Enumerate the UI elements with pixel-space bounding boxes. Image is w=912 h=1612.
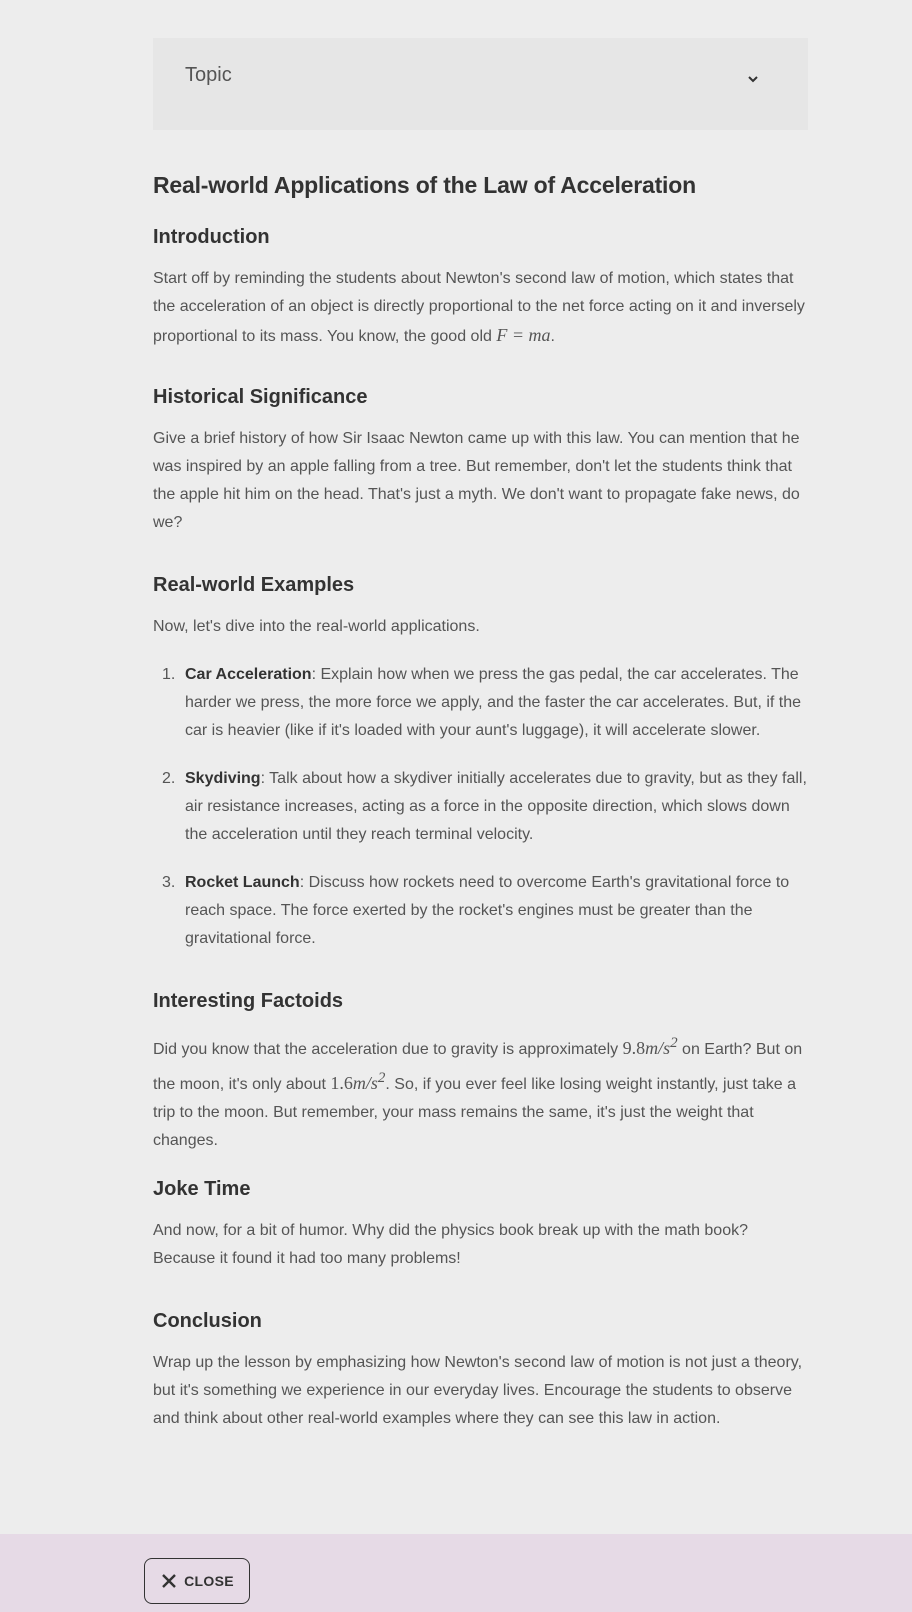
topic-dropdown[interactable] — [153, 38, 808, 130]
list-item: 1. Car Acceleration: Explain how when we press the gas pedal, the car accelerates. The harder we press, the more force we apply, and the faster the car accelerates. But, if the car is heavier (like if it's loaded with your aunt's luggage), it will accelerate slower. — [162, 666, 802, 739]
topic-label: Topic — [185, 64, 232, 86]
close-button[interactable] — [144, 1558, 250, 1604]
section-heading: Historical Significance — [153, 386, 368, 408]
section-heading: Interesting Factoids — [153, 990, 344, 1012]
section-intro-text: Now, let's dive into the real-world applications. — [153, 618, 480, 635]
section-text: Start off by reminding the students about Newton's second law of motion, which states that the acceleration of an object is directly proportional to the net force acting on it and inversely proportional to its mass. You know, the good old F = ma. — [153, 270, 805, 345]
section-interesting-factoids — [153, 990, 808, 1155]
section-text: Did you know that the acceleration due to gravity is approximately $9.8m/s^2$ on Earth? But on the moon, it's only about $1.6m/s^2$. So, if you ever feel like losing weight instantly, just take a trip to the moon. But remember, your mass remains the same, it's just the weight that changes. — [153, 1035, 803, 1149]
close-label: CLOSE — [184, 1573, 234, 1589]
section-heading: Introduction — [153, 226, 270, 248]
close-icon — [160, 1572, 178, 1590]
section-introduction — [153, 226, 808, 351]
section-real-world-examples — [153, 574, 808, 973]
section-heading: Real-world Examples — [153, 574, 355, 596]
section-joke-time — [153, 1178, 808, 1273]
section-heading: Joke Time — [153, 1178, 251, 1200]
list-item: 3. Rocket Launch: Discuss how rockets need to overcome Earth's gravitational force to reach space. The force exerted by the rocket's engines must be greater than the gravitational force. — [162, 874, 790, 947]
formula: $1.6m/s^2$ — [330, 1070, 386, 1093]
footer-bar — [0, 1534, 912, 1612]
section-text: Wrap up the lesson by emphasizing how Newton's second law of motion is not just a theory, but it's something we experience in our everyday lives. Encourage the students to observe and think about other real-world examples where they can see this law in action. — [153, 1354, 803, 1427]
examples-list — [153, 661, 808, 953]
list-item: 2. Skydiving: Talk about how a skydiver initially accelerates due to gravity, but as they fall, air resistance increases, acting as a force in the opposite direction, which slows down the acceleration until they reach terminal velocity. — [162, 770, 807, 843]
formula: $9.8m/s^2$ — [622, 1035, 678, 1058]
formula: F = ma — [496, 325, 551, 345]
section-text: And now, for a bit of humor. Why did the physics book break up with the math book? Because it found it had too many problems! — [153, 1222, 748, 1267]
lesson-content — [153, 38, 808, 1427]
section-heading: Conclusion — [153, 1310, 262, 1332]
section-conclusion — [153, 1310, 808, 1433]
section-text: Give a brief history of how Sir Isaac Newton came up with this law. You can mention that he was inspired by an apple falling from a tree. But remember, don't let the students think that the apple hit him on the head. That's just a myth. We don't want to propagate fake news, do we? — [153, 430, 800, 531]
chevron-down-icon[interactable] — [746, 72, 760, 86]
section-historical-significance — [153, 386, 808, 537]
page-title: Real-world Applications of the Law of Acceleration — [153, 172, 696, 198]
